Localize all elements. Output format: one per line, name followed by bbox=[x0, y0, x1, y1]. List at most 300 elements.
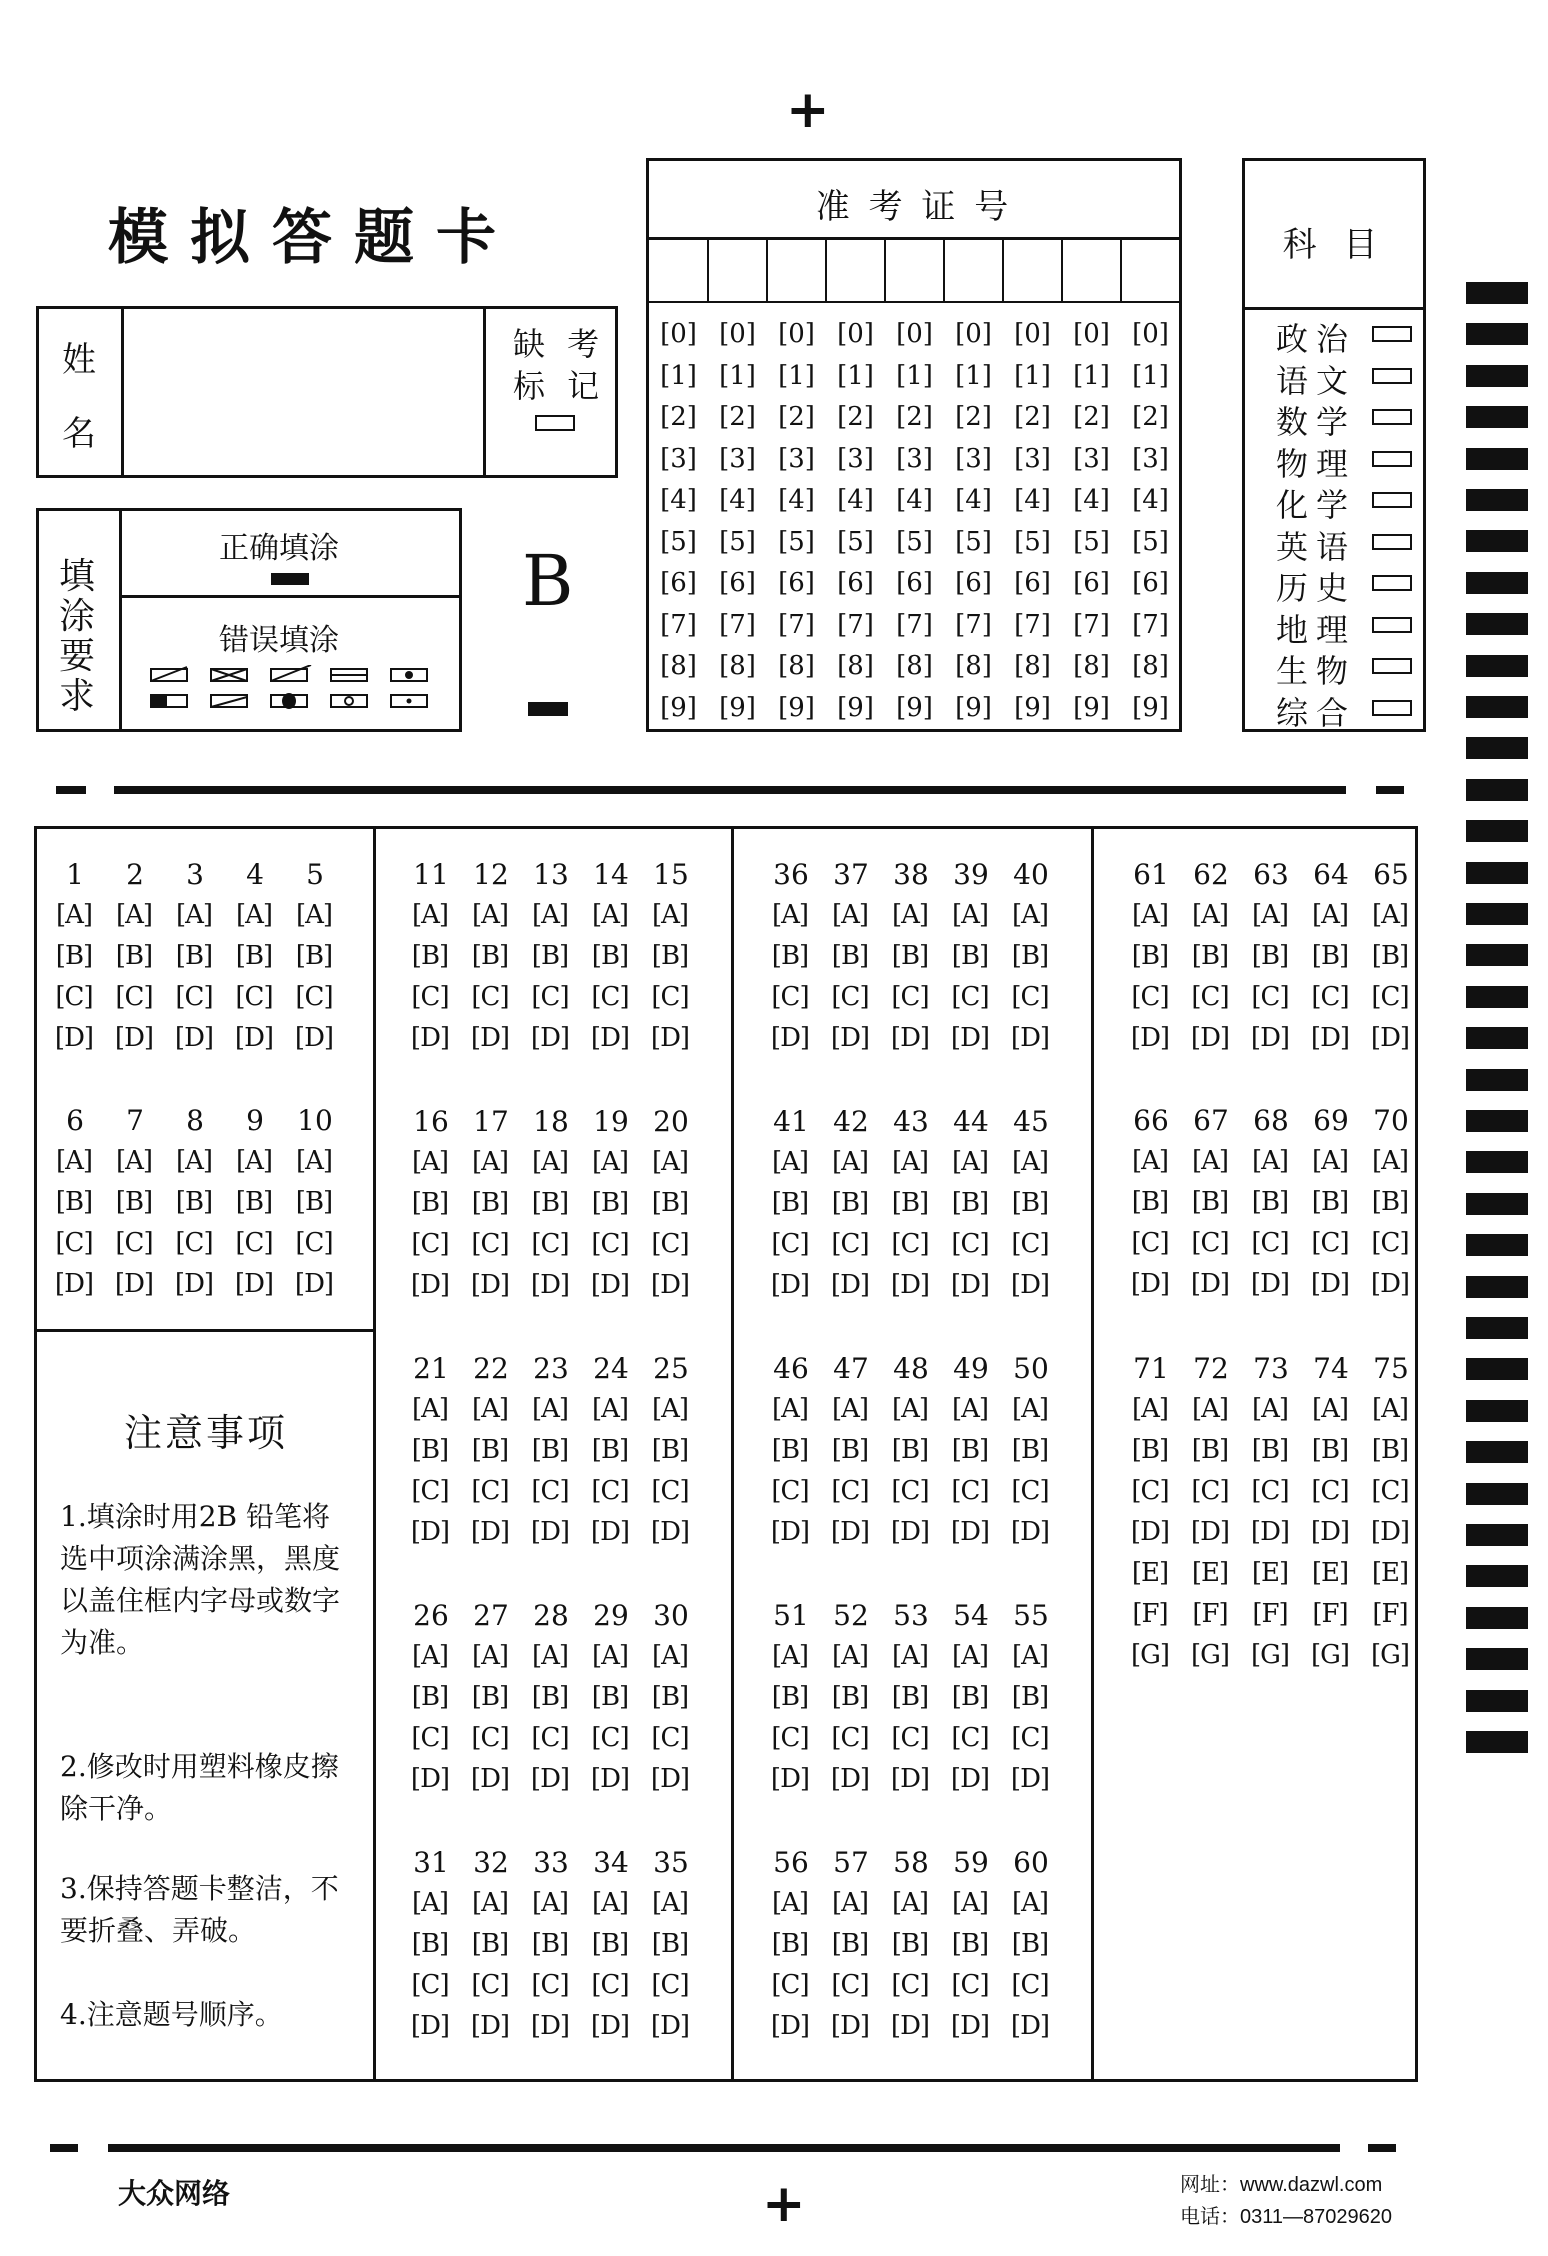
answer-bubble[interactable]: [B] bbox=[891, 1435, 929, 1465]
answer-bubble[interactable]: [A] bbox=[1251, 900, 1289, 930]
admission-digit-bubble[interactable]: [0] bbox=[896, 319, 933, 349]
answer-bubble[interactable]: [C] bbox=[651, 1970, 689, 2000]
answer-bubble[interactable]: [C] bbox=[115, 1228, 153, 1258]
answer-bubble[interactable]: [D] bbox=[1190, 1517, 1230, 1547]
admission-digit-bubble[interactable]: [3] bbox=[837, 443, 874, 474]
admission-digit-box-9[interactable] bbox=[1121, 237, 1180, 301]
admission-digit-bubble[interactable]: [0] bbox=[1014, 319, 1051, 349]
answer-bubble[interactable]: [B] bbox=[295, 941, 333, 971]
answer-bubble[interactable]: [E] bbox=[1371, 1558, 1409, 1588]
answer-bubble[interactable]: [D] bbox=[1370, 1269, 1410, 1299]
answer-bubble[interactable]: [C] bbox=[295, 982, 333, 1012]
answer-bubble[interactable]: [C] bbox=[831, 1229, 869, 1259]
answer-bubble[interactable]: [A] bbox=[951, 1641, 989, 1671]
admission-digit-bubble[interactable]: [0] bbox=[837, 319, 874, 349]
admission-digit-bubble[interactable]: [4] bbox=[660, 485, 697, 515]
subject-bubble[interactable] bbox=[1372, 534, 1412, 550]
answer-bubble[interactable]: [F] bbox=[1252, 1599, 1288, 1629]
answer-bubble[interactable]: [D] bbox=[470, 1270, 510, 1300]
admission-digit-bubble[interactable]: [6] bbox=[1014, 568, 1051, 598]
admission-digit-bubble[interactable]: [6] bbox=[837, 568, 874, 598]
admission-digit-bubble[interactable]: [5] bbox=[719, 526, 756, 557]
admission-digit-bubble[interactable]: [6] bbox=[778, 568, 815, 598]
answer-bubble[interactable]: [D] bbox=[590, 1023, 630, 1053]
subject-row[interactable] bbox=[1276, 439, 1356, 485]
answer-bubble[interactable]: [B] bbox=[175, 1187, 213, 1217]
answer-bubble[interactable]: [B] bbox=[471, 941, 509, 971]
admission-digit-bubble[interactable]: [6] bbox=[719, 568, 756, 598]
answer-bubble[interactable]: [F] bbox=[1372, 1599, 1408, 1629]
answer-bubble[interactable]: [D] bbox=[470, 1764, 510, 1794]
answer-bubble[interactable]: [D] bbox=[1310, 1269, 1350, 1299]
answer-bubble[interactable]: [B] bbox=[831, 1435, 869, 1465]
subject-bubble[interactable] bbox=[1372, 700, 1412, 716]
answer-bubble[interactable]: [A] bbox=[471, 1641, 509, 1671]
answer-bubble[interactable]: [D] bbox=[890, 1023, 930, 1053]
answer-bubble[interactable]: [G] bbox=[1190, 1640, 1230, 1670]
answer-bubble[interactable]: [D] bbox=[410, 1764, 450, 1794]
answer-bubble[interactable]: [D] bbox=[410, 1023, 450, 1053]
answer-bubble[interactable]: [D] bbox=[650, 1270, 690, 1300]
answer-bubble[interactable]: [A] bbox=[891, 1641, 929, 1671]
answer-bubble[interactable]: [A] bbox=[531, 1641, 569, 1671]
answer-bubble[interactable]: [D] bbox=[950, 1270, 990, 1300]
admission-digit-bubble[interactable]: [7] bbox=[719, 609, 756, 640]
answer-bubble[interactable]: [C] bbox=[591, 1229, 629, 1259]
answer-bubble[interactable]: [A] bbox=[1011, 1641, 1049, 1671]
answer-bubble[interactable]: [D] bbox=[830, 1517, 870, 1547]
answer-bubble[interactable]: [D] bbox=[950, 1517, 990, 1547]
answer-bubble[interactable]: [C] bbox=[591, 1723, 629, 1753]
admission-digit-bubble[interactable]: [8] bbox=[1073, 651, 1110, 681]
admission-digit-bubble[interactable]: [5] bbox=[1132, 526, 1169, 557]
answer-bubble[interactable]: [C] bbox=[531, 1476, 569, 1506]
admission-digit-bubble[interactable]: [8] bbox=[1014, 651, 1051, 681]
answer-bubble[interactable]: [C] bbox=[1371, 1476, 1409, 1506]
admission-digit-bubble[interactable]: [1] bbox=[1014, 360, 1051, 391]
answer-bubble[interactable]: [C] bbox=[1011, 1970, 1049, 2000]
answer-bubble[interactable]: [C] bbox=[411, 1476, 449, 1506]
answer-bubble[interactable]: [B] bbox=[115, 1187, 153, 1217]
answer-bubble[interactable]: [C] bbox=[1191, 982, 1229, 1012]
answer-bubble[interactable]: [D] bbox=[114, 1269, 154, 1299]
admission-digit-box-4[interactable] bbox=[826, 237, 885, 301]
answer-bubble[interactable]: [A] bbox=[771, 1394, 809, 1424]
answer-bubble[interactable]: [D] bbox=[830, 1270, 870, 1300]
admission-digit-bubble[interactable]: [8] bbox=[1132, 651, 1169, 681]
answer-bubble[interactable]: [A] bbox=[831, 1641, 869, 1671]
admission-digit-bubble[interactable]: [2] bbox=[719, 402, 756, 432]
answer-bubble[interactable]: [B] bbox=[411, 1929, 449, 1959]
subject-row[interactable] bbox=[1276, 480, 1356, 526]
answer-bubble[interactable]: [A] bbox=[1011, 1147, 1049, 1177]
answer-bubble[interactable]: [D] bbox=[54, 1023, 94, 1053]
answer-bubble[interactable]: [C] bbox=[411, 1970, 449, 2000]
subject-bubble[interactable] bbox=[1372, 492, 1412, 508]
answer-bubble[interactable]: [B] bbox=[591, 1682, 629, 1712]
answer-bubble[interactable]: [C] bbox=[531, 1970, 569, 2000]
admission-digit-bubble[interactable]: [3] bbox=[1132, 443, 1169, 474]
answer-bubble[interactable]: [B] bbox=[1011, 941, 1049, 971]
answer-bubble[interactable]: [C] bbox=[771, 1229, 809, 1259]
answer-bubble[interactable]: [C] bbox=[651, 1229, 689, 1259]
answer-bubble[interactable]: [C] bbox=[951, 1476, 989, 1506]
admission-digit-box-7[interactable] bbox=[1003, 237, 1062, 301]
answer-bubble[interactable]: [C] bbox=[831, 1723, 869, 1753]
answer-bubble[interactable]: [A] bbox=[411, 1394, 449, 1424]
answer-bubble[interactable]: [B] bbox=[831, 1188, 869, 1218]
admission-digit-box-6[interactable] bbox=[944, 237, 1003, 301]
answer-bubble[interactable]: [C] bbox=[591, 982, 629, 1012]
answer-bubble[interactable]: [C] bbox=[471, 1476, 509, 1506]
admission-digit-bubble[interactable]: [7] bbox=[837, 609, 874, 640]
answer-bubble[interactable]: [A] bbox=[471, 1394, 509, 1424]
admission-digit-bubble[interactable]: [4] bbox=[837, 485, 874, 515]
answer-bubble[interactable]: [B] bbox=[891, 941, 929, 971]
answer-bubble[interactable]: [B] bbox=[771, 1682, 809, 1712]
admission-digit-bubble[interactable]: [2] bbox=[1073, 402, 1110, 432]
answer-bubble[interactable]: [B] bbox=[1011, 1682, 1049, 1712]
answer-bubble[interactable]: [A] bbox=[531, 1394, 569, 1424]
answer-bubble[interactable]: [C] bbox=[411, 1229, 449, 1259]
answer-bubble[interactable]: [B] bbox=[831, 1682, 869, 1712]
answer-bubble[interactable]: [D] bbox=[590, 1270, 630, 1300]
admission-digit-box-3[interactable] bbox=[767, 237, 826, 301]
answer-bubble[interactable]: [D] bbox=[410, 2011, 450, 2041]
answer-bubble[interactable]: [C] bbox=[411, 982, 449, 1012]
admission-digit-bubble[interactable]: [5] bbox=[896, 526, 933, 557]
answer-bubble[interactable]: [A] bbox=[1131, 1394, 1169, 1424]
answer-bubble[interactable]: [D] bbox=[294, 1269, 334, 1299]
answer-bubble[interactable]: [D] bbox=[1250, 1023, 1290, 1053]
answer-bubble[interactable]: [B] bbox=[951, 1682, 989, 1712]
answer-bubble[interactable]: [B] bbox=[951, 941, 989, 971]
answer-bubble[interactable]: [D] bbox=[890, 1764, 930, 1794]
admission-digit-bubble[interactable]: [5] bbox=[837, 526, 874, 557]
admission-digit-bubble[interactable]: [0] bbox=[1073, 319, 1110, 349]
answer-bubble[interactable]: [C] bbox=[411, 1723, 449, 1753]
admission-digit-bubble[interactable]: [9] bbox=[1073, 692, 1110, 723]
answer-bubble[interactable]: [C] bbox=[771, 982, 809, 1012]
answer-bubble[interactable]: [D] bbox=[530, 1764, 570, 1794]
answer-bubble[interactable]: [A] bbox=[411, 1641, 449, 1671]
answer-bubble[interactable]: [C] bbox=[1251, 1228, 1289, 1258]
answer-bubble[interactable]: [D] bbox=[470, 2011, 510, 2041]
admission-digit-bubble[interactable]: [1] bbox=[955, 360, 992, 391]
admission-digit-box-1[interactable] bbox=[649, 237, 708, 301]
answer-bubble[interactable]: [D] bbox=[54, 1269, 94, 1299]
answer-bubble[interactable]: [A] bbox=[1371, 1146, 1409, 1176]
answer-bubble[interactable]: [D] bbox=[950, 2011, 990, 2041]
answer-bubble[interactable]: [A] bbox=[1011, 1394, 1049, 1424]
answer-bubble[interactable]: [D] bbox=[590, 1764, 630, 1794]
answer-bubble[interactable]: [C] bbox=[891, 982, 929, 1012]
answer-bubble[interactable]: [C] bbox=[1311, 1476, 1349, 1506]
answer-bubble[interactable]: [B] bbox=[1371, 1435, 1409, 1465]
answer-bubble[interactable]: [D] bbox=[410, 1270, 450, 1300]
admission-digit-bubble[interactable]: [8] bbox=[719, 651, 756, 681]
answer-bubble[interactable]: [C] bbox=[1131, 982, 1169, 1012]
answer-bubble[interactable]: [A] bbox=[55, 900, 93, 930]
answer-bubble[interactable]: [B] bbox=[891, 1929, 929, 1959]
answer-bubble[interactable]: [C] bbox=[951, 1970, 989, 2000]
answer-bubble[interactable]: [C] bbox=[1371, 1228, 1409, 1258]
admission-digit-bubble[interactable]: [4] bbox=[778, 485, 815, 515]
answer-bubble[interactable]: [C] bbox=[295, 1228, 333, 1258]
admission-digit-bubble[interactable]: [5] bbox=[1014, 526, 1051, 557]
answer-bubble[interactable]: [A] bbox=[891, 1888, 929, 1918]
answer-bubble[interactable]: [A] bbox=[951, 1147, 989, 1177]
admission-digit-bubble[interactable]: [5] bbox=[660, 526, 697, 557]
answer-bubble[interactable]: [D] bbox=[890, 2011, 930, 2041]
admission-digit-bubble[interactable]: [1] bbox=[1132, 360, 1169, 391]
answer-bubble[interactable]: [B] bbox=[1011, 1435, 1049, 1465]
answer-bubble[interactable]: [A] bbox=[1011, 1888, 1049, 1918]
answer-bubble[interactable]: [A] bbox=[1131, 900, 1169, 930]
answer-bubble[interactable]: [B] bbox=[771, 1929, 809, 1959]
answer-bubble[interactable]: [A] bbox=[771, 900, 809, 930]
answer-bubble[interactable]: [A] bbox=[411, 1147, 449, 1177]
admission-digit-bubble[interactable]: [7] bbox=[1014, 609, 1051, 640]
answer-bubble[interactable]: [C] bbox=[591, 1970, 629, 2000]
answer-bubble[interactable]: [D] bbox=[1370, 1517, 1410, 1547]
answer-bubble[interactable]: [B] bbox=[891, 1682, 929, 1712]
answer-bubble[interactable]: [C] bbox=[175, 982, 213, 1012]
answer-bubble[interactable]: [C] bbox=[1011, 1229, 1049, 1259]
answer-bubble[interactable]: [C] bbox=[891, 1723, 929, 1753]
answer-bubble[interactable]: [D] bbox=[1010, 1517, 1050, 1547]
answer-bubble[interactable]: [D] bbox=[590, 2011, 630, 2041]
answer-bubble[interactable]: [B] bbox=[1371, 1187, 1409, 1217]
admission-digit-bubble[interactable]: [7] bbox=[660, 609, 697, 640]
admission-digit-bubble[interactable]: [0] bbox=[660, 319, 697, 349]
admission-digit-bubble[interactable]: [9] bbox=[1132, 692, 1169, 723]
admission-digit-bubble[interactable]: [9] bbox=[896, 692, 933, 723]
admission-digit-bubble[interactable]: [0] bbox=[778, 319, 815, 349]
answer-bubble[interactable]: [B] bbox=[115, 941, 153, 971]
answer-bubble[interactable]: [D] bbox=[770, 2011, 810, 2041]
answer-bubble[interactable]: [D] bbox=[174, 1269, 214, 1299]
answer-bubble[interactable]: [B] bbox=[235, 1187, 273, 1217]
answer-bubble[interactable]: [D] bbox=[410, 1517, 450, 1547]
subject-row[interactable] bbox=[1276, 563, 1356, 609]
answer-bubble[interactable]: [A] bbox=[411, 1888, 449, 1918]
answer-bubble[interactable]: [D] bbox=[830, 2011, 870, 2041]
answer-bubble[interactable]: [C] bbox=[951, 1229, 989, 1259]
admission-digit-bubble[interactable]: [9] bbox=[837, 692, 874, 723]
answer-bubble[interactable]: [A] bbox=[591, 1641, 629, 1671]
answer-bubble[interactable]: [B] bbox=[175, 941, 213, 971]
answer-bubble[interactable]: [C] bbox=[235, 982, 273, 1012]
admission-digit-bubble[interactable]: [2] bbox=[837, 402, 874, 432]
answer-bubble[interactable]: [B] bbox=[651, 1682, 689, 1712]
admission-digit-bubble[interactable]: [7] bbox=[778, 609, 815, 640]
subject-bubble[interactable] bbox=[1372, 617, 1412, 633]
admission-digit-bubble[interactable]: [3] bbox=[1073, 443, 1110, 474]
answer-bubble[interactable]: [B] bbox=[471, 1929, 509, 1959]
admission-digit-bubble[interactable]: [4] bbox=[1014, 485, 1051, 515]
answer-bubble[interactable]: [C] bbox=[891, 1229, 929, 1259]
answer-bubble[interactable]: [A] bbox=[175, 900, 213, 930]
answer-bubble[interactable]: [A] bbox=[831, 1888, 869, 1918]
answer-bubble[interactable]: [D] bbox=[114, 1023, 154, 1053]
admission-digit-bubble[interactable]: [1] bbox=[896, 360, 933, 391]
answer-bubble[interactable]: [C] bbox=[1311, 982, 1349, 1012]
answer-bubble[interactable]: [A] bbox=[295, 900, 333, 930]
admission-digit-bubble[interactable]: [9] bbox=[955, 692, 992, 723]
answer-bubble[interactable]: [B] bbox=[235, 941, 273, 971]
answer-bubble[interactable]: [B] bbox=[1311, 1187, 1349, 1217]
answer-bubble[interactable]: [A] bbox=[651, 1888, 689, 1918]
answer-bubble[interactable]: [B] bbox=[55, 1187, 93, 1217]
answer-bubble[interactable]: [D] bbox=[1310, 1517, 1350, 1547]
admission-digit-bubble[interactable]: [2] bbox=[1132, 402, 1169, 432]
admission-digit-bubble[interactable]: [9] bbox=[1014, 692, 1051, 723]
answer-bubble[interactable]: [D] bbox=[830, 1764, 870, 1794]
answer-bubble[interactable]: [C] bbox=[891, 1970, 929, 2000]
answer-bubble[interactable]: [C] bbox=[531, 982, 569, 1012]
answer-bubble[interactable]: [B] bbox=[591, 1188, 629, 1218]
admission-digit-bubble[interactable]: [8] bbox=[778, 651, 815, 681]
admission-digit-bubble[interactable]: [4] bbox=[896, 485, 933, 515]
answer-bubble[interactable]: [A] bbox=[471, 1888, 509, 1918]
answer-bubble[interactable]: [A] bbox=[55, 1146, 93, 1176]
answer-bubble[interactable]: [D] bbox=[1130, 1023, 1170, 1053]
answer-bubble[interactable]: [F] bbox=[1312, 1599, 1348, 1629]
answer-bubble[interactable]: [D] bbox=[1130, 1269, 1170, 1299]
answer-bubble[interactable]: [A] bbox=[1131, 1146, 1169, 1176]
answer-bubble[interactable]: [A] bbox=[295, 1146, 333, 1176]
answer-bubble[interactable]: [A] bbox=[1191, 1394, 1229, 1424]
answer-bubble[interactable]: [A] bbox=[651, 1394, 689, 1424]
subject-bubble[interactable] bbox=[1372, 326, 1412, 342]
answer-bubble[interactable]: [A] bbox=[951, 900, 989, 930]
answer-bubble[interactable]: [A] bbox=[531, 1888, 569, 1918]
answer-bubble[interactable]: [A] bbox=[891, 1394, 929, 1424]
admission-digit-bubble[interactable]: [2] bbox=[1014, 402, 1051, 432]
answer-bubble[interactable]: [C] bbox=[951, 982, 989, 1012]
answer-bubble[interactable]: [G] bbox=[1250, 1640, 1290, 1670]
subject-bubble[interactable] bbox=[1372, 575, 1412, 591]
answer-bubble[interactable]: [C] bbox=[771, 1723, 809, 1753]
answer-bubble[interactable]: [B] bbox=[951, 1435, 989, 1465]
answer-bubble[interactable]: [D] bbox=[234, 1023, 274, 1053]
answer-bubble[interactable]: [B] bbox=[1191, 941, 1229, 971]
subject-row[interactable] bbox=[1276, 522, 1356, 568]
answer-bubble[interactable]: [B] bbox=[1251, 941, 1289, 971]
subject-row[interactable] bbox=[1276, 397, 1356, 443]
answer-bubble[interactable]: [B] bbox=[1371, 941, 1409, 971]
admission-digit-box-8[interactable] bbox=[1062, 237, 1121, 301]
admission-digit-box-5[interactable] bbox=[885, 237, 944, 301]
answer-bubble[interactable]: [A] bbox=[1011, 900, 1049, 930]
answer-bubble[interactable]: [C] bbox=[471, 982, 509, 1012]
answer-bubble[interactable]: [E] bbox=[1251, 1558, 1289, 1588]
answer-bubble[interactable]: [B] bbox=[531, 1929, 569, 1959]
answer-bubble[interactable]: [C] bbox=[1251, 982, 1289, 1012]
answer-bubble[interactable]: [A] bbox=[1371, 1394, 1409, 1424]
answer-bubble[interactable]: [C] bbox=[1131, 1476, 1169, 1506]
admission-digit-bubble[interactable]: [2] bbox=[778, 402, 815, 432]
answer-bubble[interactable]: [C] bbox=[1191, 1476, 1229, 1506]
answer-bubble[interactable]: [B] bbox=[651, 1188, 689, 1218]
answer-bubble[interactable]: [B] bbox=[531, 1188, 569, 1218]
admission-digit-bubble[interactable]: [6] bbox=[896, 568, 933, 598]
admission-digit-bubble[interactable]: [0] bbox=[719, 319, 756, 349]
answer-bubble[interactable]: [E] bbox=[1311, 1558, 1349, 1588]
answer-bubble[interactable]: [D] bbox=[470, 1023, 510, 1053]
answer-bubble[interactable]: [B] bbox=[591, 1929, 629, 1959]
answer-bubble[interactable]: [A] bbox=[115, 900, 153, 930]
answer-bubble[interactable]: [C] bbox=[771, 1476, 809, 1506]
admission-digit-bubble[interactable]: [7] bbox=[1073, 609, 1110, 640]
admission-digit-bubble[interactable]: [3] bbox=[778, 443, 815, 474]
answer-bubble[interactable]: [C] bbox=[1371, 982, 1409, 1012]
answer-bubble[interactable]: [F] bbox=[1192, 1599, 1228, 1629]
answer-bubble[interactable]: [A] bbox=[1251, 1394, 1289, 1424]
answer-bubble[interactable]: [C] bbox=[831, 1970, 869, 2000]
answer-bubble[interactable]: [B] bbox=[1251, 1187, 1289, 1217]
answer-bubble[interactable]: [B] bbox=[1251, 1435, 1289, 1465]
admission-digit-bubble[interactable]: [3] bbox=[660, 443, 697, 474]
subject-bubble[interactable] bbox=[1372, 368, 1412, 384]
answer-bubble[interactable]: [D] bbox=[294, 1023, 334, 1053]
answer-bubble[interactable]: [C] bbox=[951, 1723, 989, 1753]
answer-bubble[interactable]: [D] bbox=[1010, 1270, 1050, 1300]
answer-bubble[interactable]: [C] bbox=[1251, 1476, 1289, 1506]
answer-bubble[interactable]: [C] bbox=[831, 1476, 869, 1506]
answer-bubble[interactable]: [C] bbox=[55, 1228, 93, 1258]
admission-digit-bubble[interactable]: [0] bbox=[955, 319, 992, 349]
answer-bubble[interactable]: [C] bbox=[591, 1476, 629, 1506]
answer-bubble[interactable]: [D] bbox=[1190, 1023, 1230, 1053]
admission-digit-bubble[interactable]: [7] bbox=[1132, 609, 1169, 640]
admission-digit-bubble[interactable]: [6] bbox=[660, 568, 697, 598]
admission-digit-bubble[interactable]: [8] bbox=[660, 651, 697, 681]
admission-digit-bubble[interactable]: [9] bbox=[719, 692, 756, 723]
answer-bubble[interactable]: [B] bbox=[1311, 1435, 1349, 1465]
admission-digit-bubble[interactable]: [6] bbox=[1073, 568, 1110, 598]
answer-bubble[interactable]: [A] bbox=[951, 1394, 989, 1424]
subject-row[interactable] bbox=[1276, 314, 1356, 360]
answer-bubble[interactable]: [A] bbox=[1191, 1146, 1229, 1176]
answer-bubble[interactable]: [B] bbox=[651, 1929, 689, 1959]
answer-bubble[interactable]: [D] bbox=[1010, 1764, 1050, 1794]
answer-bubble[interactable]: [A] bbox=[1191, 900, 1229, 930]
answer-bubble[interactable]: [C] bbox=[175, 1228, 213, 1258]
answer-bubble[interactable]: [D] bbox=[950, 1023, 990, 1053]
answer-bubble[interactable]: [C] bbox=[1191, 1228, 1229, 1258]
answer-bubble[interactable]: [B] bbox=[411, 1682, 449, 1712]
answer-bubble[interactable]: [B] bbox=[951, 1929, 989, 1959]
answer-bubble[interactable]: [D] bbox=[530, 1517, 570, 1547]
answer-bubble[interactable]: [D] bbox=[530, 2011, 570, 2041]
subject-bubble[interactable] bbox=[1372, 658, 1412, 674]
answer-bubble[interactable]: [C] bbox=[471, 1970, 509, 2000]
answer-bubble[interactable]: [B] bbox=[471, 1435, 509, 1465]
absent-bubble[interactable] bbox=[535, 415, 575, 431]
answer-bubble[interactable]: [B] bbox=[531, 1435, 569, 1465]
answer-bubble[interactable]: [C] bbox=[891, 1476, 929, 1506]
admission-digit-bubble[interactable]: [2] bbox=[896, 402, 933, 432]
answer-bubble[interactable]: [C] bbox=[651, 982, 689, 1012]
subject-bubble[interactable] bbox=[1372, 409, 1412, 425]
admission-digit-bubble[interactable]: [1] bbox=[837, 360, 874, 391]
answer-bubble[interactable]: [A] bbox=[771, 1888, 809, 1918]
answer-bubble[interactable]: [B] bbox=[1131, 1435, 1169, 1465]
answer-bubble[interactable]: [A] bbox=[831, 1147, 869, 1177]
answer-bubble[interactable]: [A] bbox=[831, 900, 869, 930]
